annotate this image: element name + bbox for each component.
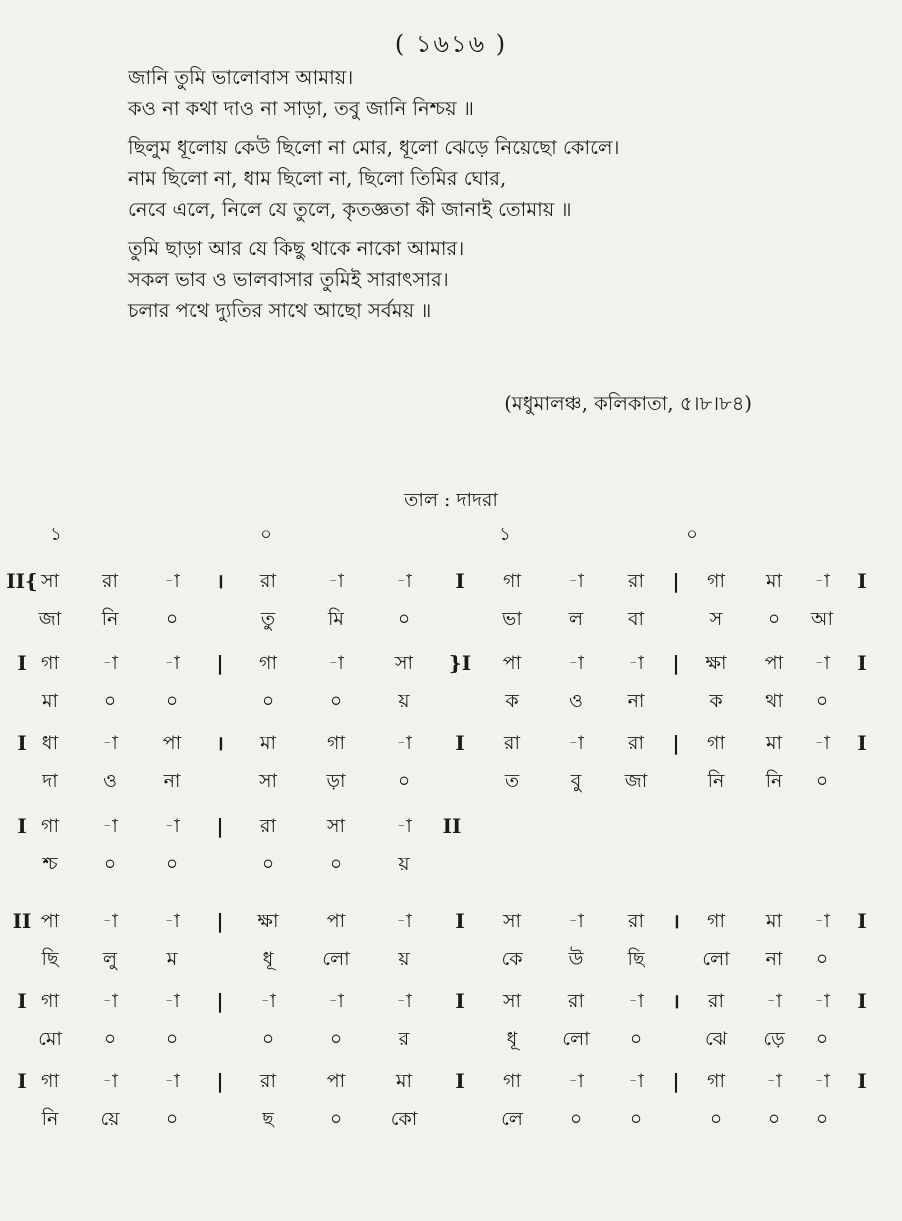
lyric-syllable: কে bbox=[501, 948, 523, 970]
lyric-syllable: জা bbox=[38, 608, 62, 630]
swara-note: রা bbox=[260, 815, 276, 837]
swara-note: গা bbox=[41, 990, 59, 1012]
swara-note: -া bbox=[164, 1070, 180, 1092]
bar-line: | bbox=[672, 651, 680, 675]
bar-line: I bbox=[455, 569, 465, 593]
lyric-syllable: ০ bbox=[103, 1028, 117, 1050]
swara-note: রা bbox=[504, 732, 520, 754]
lyric-syllable: ০ bbox=[709, 1108, 723, 1130]
lyric-syllable: ০ bbox=[329, 1108, 343, 1130]
bar-line: | bbox=[672, 1069, 680, 1093]
lyric-syllable: ধূ bbox=[262, 948, 274, 970]
bar-line: । bbox=[672, 909, 680, 933]
lyric-syllable: ছি bbox=[627, 948, 645, 970]
bar-line: I bbox=[17, 651, 27, 675]
bar-line: I bbox=[455, 989, 465, 1013]
bar-line: II{ bbox=[6, 569, 38, 593]
bar-line: I bbox=[857, 1069, 867, 1093]
lyric-syllable: মা bbox=[41, 690, 59, 712]
bar-line: I bbox=[455, 1069, 465, 1093]
swara-note: গা bbox=[503, 1070, 521, 1092]
swara-note: -া bbox=[396, 570, 412, 592]
lyric-syllable: ড়ে bbox=[763, 1028, 785, 1050]
swara-note: সা bbox=[502, 910, 522, 932]
swara-note: -া bbox=[396, 732, 412, 754]
lyric-syllable: ধূ bbox=[506, 1028, 518, 1050]
lyric-syllable: ০ bbox=[329, 1028, 343, 1050]
page-number: ( ১৬১৬ ) bbox=[394, 30, 508, 58]
swara-note: -া bbox=[628, 1070, 644, 1092]
lyric-line: নাম ছিলো না, ধাম ছিলো না, ছিলো তিমির ঘোর, bbox=[128, 167, 507, 190]
bar-line: | bbox=[672, 731, 680, 755]
swara-note: ধা bbox=[41, 732, 59, 754]
swara-note: মা bbox=[765, 570, 783, 592]
swara-note: মা bbox=[765, 910, 783, 932]
lyric-stanza-2 bbox=[128, 132, 868, 225]
lyric-syllable: ও bbox=[103, 770, 117, 792]
lyric-syllable: লো bbox=[562, 1028, 590, 1050]
lyric-syllable: ০ bbox=[767, 1108, 781, 1130]
bar-line: | bbox=[216, 814, 224, 838]
lyric-syllable: নি bbox=[707, 770, 725, 792]
swara-note: -া bbox=[164, 990, 180, 1012]
swara-note: -া bbox=[814, 910, 830, 932]
bar-line: I bbox=[17, 989, 27, 1013]
bar-line: । bbox=[672, 989, 680, 1013]
swara-note: -া bbox=[102, 910, 118, 932]
swara-note: ক্ষা bbox=[705, 652, 727, 674]
swara-note: রা bbox=[260, 570, 276, 592]
swara-note: -া bbox=[164, 910, 180, 932]
lyric-syllable: ০ bbox=[569, 1108, 583, 1130]
bar-line: I bbox=[857, 731, 867, 755]
swara-note: পা bbox=[326, 910, 346, 932]
swara-note: সা bbox=[326, 815, 346, 837]
swara-note: রা bbox=[260, 1070, 276, 1092]
lyric-syllable: দা bbox=[42, 770, 58, 792]
swara-note: সা bbox=[394, 652, 414, 674]
lyric-syllable: ০ bbox=[397, 608, 411, 630]
swara-note: -া bbox=[164, 570, 180, 592]
tala-mark: ১ bbox=[499, 524, 511, 545]
lyric-syllable: ম bbox=[166, 948, 178, 970]
lyric-syllable: আ bbox=[810, 608, 834, 630]
swara-note: গা bbox=[41, 1070, 59, 1092]
bar-line: I bbox=[857, 909, 867, 933]
swara-note: -া bbox=[814, 652, 830, 674]
tala-mark: ১ bbox=[50, 524, 62, 545]
lyric-syllable: য় bbox=[398, 690, 410, 712]
bar-line: I bbox=[857, 989, 867, 1013]
swara-note: রা bbox=[568, 990, 584, 1012]
swara-note: রা bbox=[102, 570, 118, 592]
swara-note: গা bbox=[503, 570, 521, 592]
lyric-line: সকল ভাব ও ভালবাসার তুমিই সারাৎসার। bbox=[128, 268, 449, 291]
swara-note: -া bbox=[328, 570, 344, 592]
lyric-syllable: স bbox=[709, 608, 723, 630]
lyric-line: ছিলুম ধূলোয় কেউ ছিলো না মোর, ধূলো ঝেড়ে নিয়েছো কোলে। bbox=[128, 136, 620, 159]
source-citation: (মধুমালঞ্চ, কলিকাতা, ৫।৮।৮৪) bbox=[504, 392, 752, 415]
lyric-syllable: নি bbox=[101, 608, 119, 630]
lyric-syllable: ল bbox=[568, 608, 584, 630]
swara-note: পা bbox=[326, 1070, 346, 1092]
swara-note: পা bbox=[40, 910, 60, 932]
swara-note: গা bbox=[41, 652, 59, 674]
lyric-syllable: ০ bbox=[165, 608, 179, 630]
tala-mark: ০ bbox=[260, 524, 272, 545]
swara-note: -া bbox=[628, 652, 644, 674]
lyric-syllable: ভা bbox=[502, 608, 522, 630]
swara-note: -া bbox=[568, 910, 584, 932]
lyric-line: চলার পথে দ্যুতির সাথে আছো সর্বময় ॥ bbox=[128, 299, 432, 322]
lyric-syllable: নি bbox=[41, 1108, 59, 1130]
lyric-syllable: ০ bbox=[815, 948, 829, 970]
swara-note: -া bbox=[568, 1070, 584, 1092]
swara-note: -া bbox=[814, 1070, 830, 1092]
swara-note: গা bbox=[707, 570, 725, 592]
bar-line: I bbox=[857, 569, 867, 593]
lyric-syllable: ০ bbox=[165, 690, 179, 712]
bar-line: I bbox=[455, 731, 465, 755]
lyric-syllable: মো bbox=[38, 1028, 62, 1050]
lyric-syllable: ড়া bbox=[326, 770, 346, 792]
swara-note: গা bbox=[707, 910, 725, 932]
lyric-syllable: ০ bbox=[629, 1028, 643, 1050]
lyric-stanza-3 bbox=[128, 233, 868, 326]
lyric-syllable: ছ bbox=[262, 1108, 274, 1130]
bar-line: }I bbox=[448, 651, 472, 675]
lyric-syllable: না bbox=[765, 948, 783, 970]
lyric-syllable: ০ bbox=[261, 1028, 275, 1050]
swara-note: মা bbox=[765, 732, 783, 754]
bar-line: | bbox=[216, 651, 224, 675]
lyric-syllable: না bbox=[163, 770, 181, 792]
tala-heading: তাল : দাদরা bbox=[404, 489, 498, 511]
swara-note: -া bbox=[102, 990, 118, 1012]
lyric-line: নেবে এলে, নিলে যে তুলে, কৃতজ্ঞতা কী জানাই তোমায় ॥ bbox=[128, 198, 572, 221]
lyric-syllable: ০ bbox=[815, 1028, 829, 1050]
swara-note: -া bbox=[568, 652, 584, 674]
lyric-syllable: জা bbox=[624, 770, 648, 792]
bar-line: I bbox=[857, 651, 867, 675]
lyric-syllable: বু bbox=[570, 770, 582, 792]
swara-note: পা bbox=[502, 652, 522, 674]
swara-note: ক্ষা bbox=[257, 910, 279, 932]
lyric-syllable: না bbox=[627, 690, 645, 712]
swara-note: -া bbox=[328, 990, 344, 1012]
swara-note: -া bbox=[102, 815, 118, 837]
lyric-syllable: ছি bbox=[41, 948, 59, 970]
swara-note: -া bbox=[260, 990, 276, 1012]
swara-note: -া bbox=[396, 910, 412, 932]
lyric-syllable: মি bbox=[328, 608, 344, 630]
bar-line: II bbox=[442, 814, 462, 838]
swara-note: সা bbox=[502, 990, 522, 1012]
lyric-syllable: নি bbox=[765, 770, 783, 792]
swara-note: -া bbox=[396, 815, 412, 837]
lyric-line: কও না কথা দাও না সাড়া, তবু জানি নিশ্চয় ॥ bbox=[128, 97, 474, 120]
bar-line: | bbox=[216, 1069, 224, 1093]
bar-line: । bbox=[216, 569, 224, 593]
swara-note: গা bbox=[707, 1070, 725, 1092]
lyric-syllable: লো bbox=[322, 948, 350, 970]
swara-note: -া bbox=[814, 732, 830, 754]
lyric-syllable: ক bbox=[709, 690, 723, 712]
lyric-syllable: কো bbox=[390, 1108, 418, 1130]
lyric-syllable: বা bbox=[627, 608, 645, 630]
swara-note: রা bbox=[708, 990, 724, 1012]
lyric-syllable: তু bbox=[260, 608, 276, 630]
lyric-syllable: য়ে bbox=[100, 1108, 120, 1130]
swara-note: পা bbox=[162, 732, 182, 754]
lyric-syllable: র bbox=[398, 1028, 410, 1050]
lyric-syllable: ০ bbox=[397, 770, 411, 792]
swara-note: গা bbox=[327, 732, 345, 754]
lyric-syllable: ০ bbox=[815, 690, 829, 712]
bar-line: । bbox=[216, 731, 224, 755]
swara-note: গা bbox=[259, 652, 277, 674]
bar-line: I bbox=[17, 1069, 27, 1093]
swara-note: -া bbox=[814, 570, 830, 592]
lyric-syllable: ০ bbox=[815, 1108, 829, 1130]
swara-note: সা bbox=[40, 570, 60, 592]
lyric-syllable: ০ bbox=[103, 690, 117, 712]
lyric-syllable: শ্চ bbox=[42, 853, 58, 875]
swara-note: -া bbox=[568, 570, 584, 592]
bar-line: I bbox=[17, 731, 27, 755]
swara-note: রা bbox=[628, 732, 644, 754]
lyric-syllable: ০ bbox=[165, 1028, 179, 1050]
lyric-syllable: লে bbox=[501, 1108, 523, 1130]
lyric-syllable: ০ bbox=[815, 770, 829, 792]
bar-line: I bbox=[17, 814, 27, 838]
bar-line: I bbox=[455, 909, 465, 933]
lyric-syllable: ০ bbox=[165, 853, 179, 875]
swara-note: -া bbox=[396, 990, 412, 1012]
swara-note: পা bbox=[764, 652, 784, 674]
lyric-syllable: লো bbox=[702, 948, 730, 970]
lyric-syllable: ০ bbox=[329, 690, 343, 712]
swara-note: -া bbox=[102, 652, 118, 674]
lyric-syllable: সা bbox=[258, 770, 278, 792]
lyric-syllable: ০ bbox=[261, 853, 275, 875]
bar-line: | bbox=[216, 989, 224, 1013]
lyric-syllable: ০ bbox=[329, 853, 343, 875]
lyric-syllable: ০ bbox=[261, 690, 275, 712]
lyric-stanza-1 bbox=[128, 62, 868, 124]
lyric-syllable: ও bbox=[569, 690, 583, 712]
swara-note: মা bbox=[259, 732, 277, 754]
notation-grid bbox=[0, 520, 902, 1210]
lyric-line: জানি তুমি ভালোবাস আমায়। bbox=[128, 66, 354, 89]
lyric-syllable: লু bbox=[102, 948, 118, 970]
swara-note: -া bbox=[628, 990, 644, 1012]
bar-line: | bbox=[216, 909, 224, 933]
lyric-line: তুমি ছাড়া আর যে কিছু থাকে নাকো আমার। bbox=[128, 237, 465, 260]
swara-note: রা bbox=[628, 570, 644, 592]
bar-line: II bbox=[12, 909, 32, 933]
lyric-syllable: ০ bbox=[103, 853, 117, 875]
lyric-syllable: ঝে bbox=[704, 1028, 728, 1050]
swara-note: রা bbox=[628, 910, 644, 932]
swara-note: -া bbox=[164, 815, 180, 837]
lyric-syllable: ০ bbox=[629, 1108, 643, 1130]
swara-note: গা bbox=[707, 732, 725, 754]
lyric-syllable: ত bbox=[504, 770, 520, 792]
swara-note: -া bbox=[164, 652, 180, 674]
lyric-syllable: ক bbox=[505, 690, 519, 712]
swara-note: -া bbox=[568, 732, 584, 754]
swara-note: -া bbox=[102, 1070, 118, 1092]
lyric-syllable: ০ bbox=[767, 608, 781, 630]
swara-note: -া bbox=[766, 1070, 782, 1092]
lyric-syllable: উ bbox=[568, 948, 584, 970]
lyric-syllable: থা bbox=[765, 690, 783, 712]
swara-note: গা bbox=[41, 815, 59, 837]
lyric-syllable: য় bbox=[398, 948, 410, 970]
swara-note: মা bbox=[395, 1070, 413, 1092]
swara-note: -া bbox=[814, 990, 830, 1012]
tala-mark: ০ bbox=[686, 524, 698, 545]
swara-note: -া bbox=[102, 732, 118, 754]
swara-note: -া bbox=[328, 652, 344, 674]
lyric-syllable: য় bbox=[398, 853, 410, 875]
lyric-syllable: ০ bbox=[165, 1108, 179, 1130]
lyrics bbox=[128, 62, 868, 334]
swara-note: -া bbox=[766, 990, 782, 1012]
bar-line: | bbox=[672, 569, 680, 593]
